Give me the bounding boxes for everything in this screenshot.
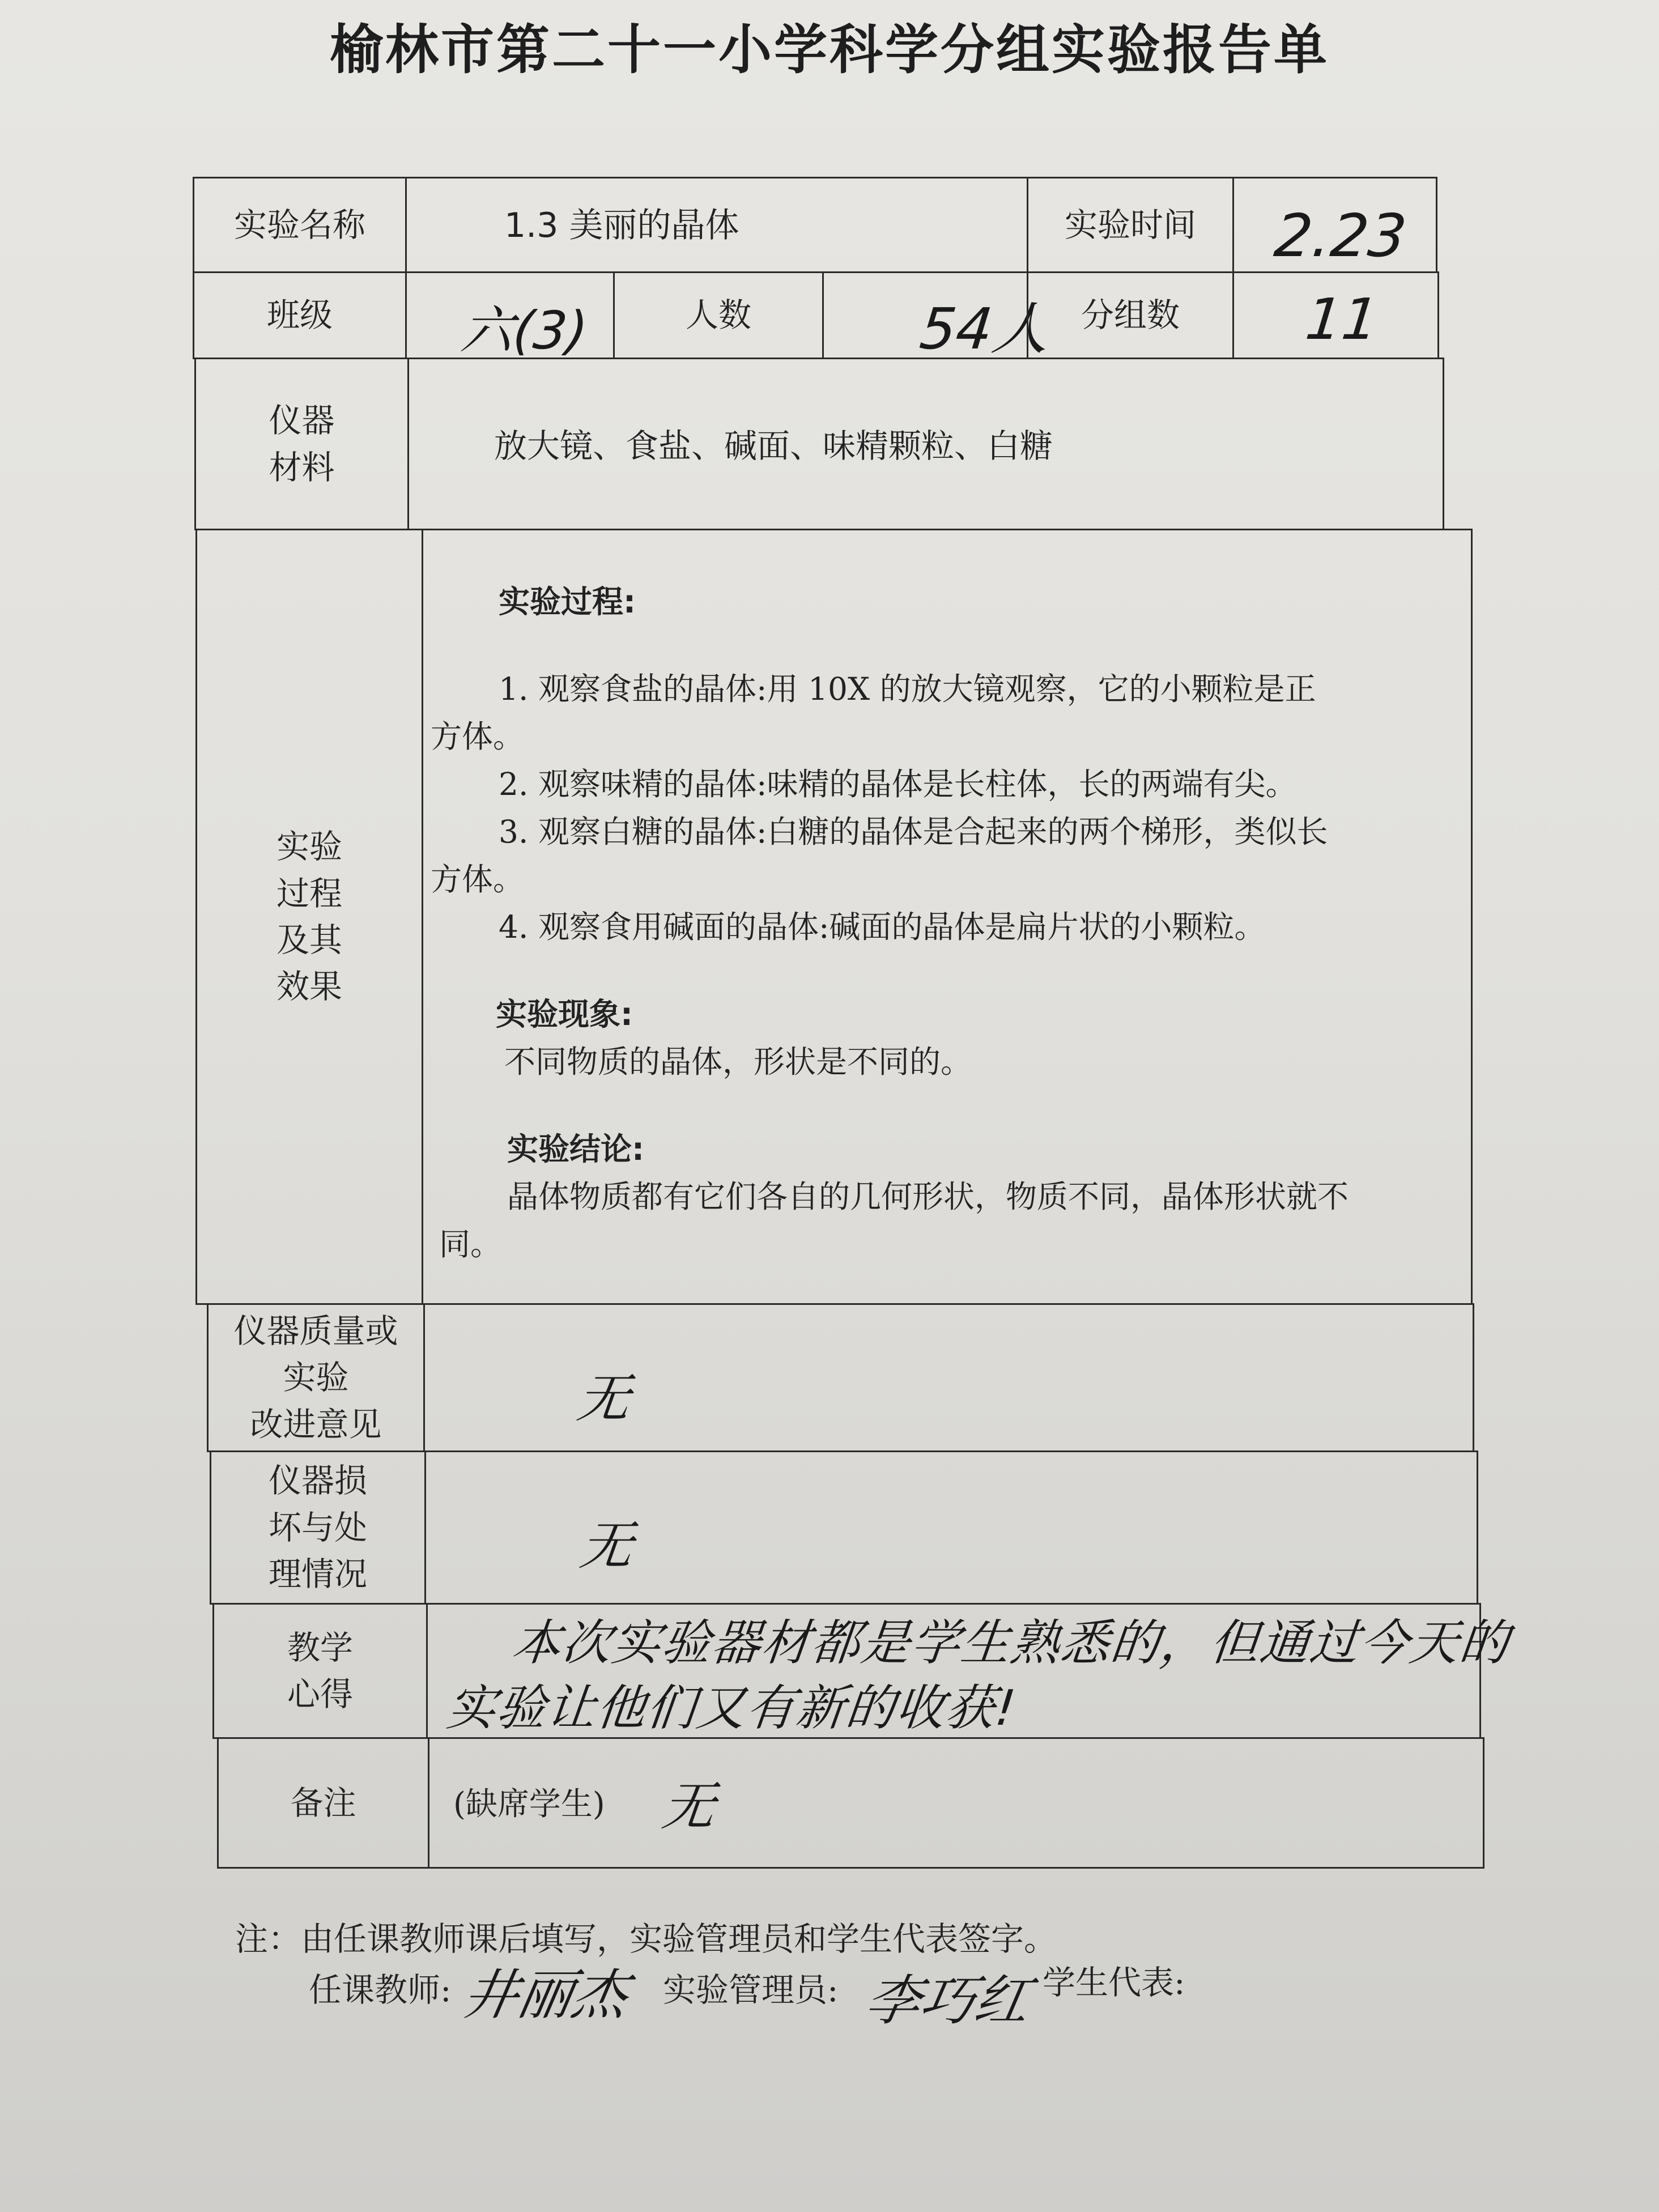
name-label: 实验名称 xyxy=(233,205,365,244)
phenomenon-text: 不同物质的晶体，形状是不同的。 xyxy=(504,1044,972,1080)
materials-label xyxy=(194,358,409,530)
teacher-label: 任课教师: xyxy=(309,1971,452,2009)
quality-label-line1: 仪器质量或 xyxy=(233,1311,398,1350)
step3-b: 方体。 xyxy=(431,861,525,897)
materials-value: 放大镜、食盐、碱面、味精颗粒、白糖 xyxy=(494,427,1053,465)
reflection-label-line2: 心得 xyxy=(287,1675,353,1713)
step4: 4. 观察食用碱面的晶体:碱面的晶体是扁片状的小颗粒。 xyxy=(499,909,1266,945)
remarks-label: 备注 xyxy=(290,1783,356,1822)
remarks-prefix: (缺席学生) xyxy=(453,1786,605,1823)
groups-label: 分组数 xyxy=(1081,296,1180,335)
damage-label-line1: 仪器损 xyxy=(268,1461,367,1500)
materials-label-line1: 仪器 xyxy=(269,401,335,440)
reflection-line2: 实验让他们又有新的收获! xyxy=(444,1680,1019,1737)
count-value: 54人 xyxy=(916,296,1053,362)
damage-label-line2: 坏与处 xyxy=(268,1508,367,1547)
class-value: 六(3) xyxy=(458,300,591,361)
damage-value: 无 xyxy=(577,1516,636,1576)
step3-a: 3. 观察白糖的晶体:白糖的晶体是合起来的两个梯形，类似长 xyxy=(499,814,1328,850)
phenomenon-heading: 实验现象: xyxy=(496,996,633,1032)
remarks-value: 无 xyxy=(659,1776,718,1837)
page-title: 榆林市第二十一小学科学分组实验报告单 xyxy=(329,19,1329,81)
conclusion-a: 晶体物质都有它们各自的几何形状，物质不同，晶体形状就不 xyxy=(507,1179,1349,1215)
step2: 2. 观察味精的晶体:味精的晶体是长柱体，长的两端有尖。 xyxy=(499,766,1297,802)
conclusion-heading: 实验结论: xyxy=(507,1131,644,1167)
name-value: 1.3 美丽的晶体 xyxy=(504,206,739,245)
admin-label: 实验管理员: xyxy=(663,1971,839,2009)
process-label xyxy=(195,529,423,1305)
process-label-line2: 过程 xyxy=(276,874,342,913)
materials-label-line2: 材料 xyxy=(269,448,335,487)
footer-note: 注：由任课教师课后填写，实验管理员和学生代表签字。 xyxy=(235,1920,1057,1958)
reflection-line1: 本次实验器材都是学生熟悉的，但通过今天的 xyxy=(509,1615,1513,1671)
process-label-line3: 及其 xyxy=(276,921,342,959)
class-label: 班级 xyxy=(266,296,333,335)
process-label-line1: 实验 xyxy=(276,827,342,866)
quality-label xyxy=(207,1303,425,1452)
reflection-label-line1: 教学 xyxy=(287,1628,353,1667)
process-label-line4: 效果 xyxy=(276,967,342,1006)
time-value: 2.23 xyxy=(1271,201,1410,270)
quality-label-line2: 实验 xyxy=(283,1358,349,1397)
time-label: 实验时间 xyxy=(1064,205,1196,244)
reflection-label xyxy=(212,1603,428,1739)
step1-a: 1. 观察食盐的晶体:用 10X 的放大镜观察，它的小颗粒是正 xyxy=(499,671,1316,707)
student-label: 学生代表: xyxy=(1043,1963,1185,2002)
process-heading: 实验过程: xyxy=(499,584,636,620)
damage-label xyxy=(210,1450,426,1605)
admin-signature: 李巧红 xyxy=(860,1969,1035,2032)
groups-value: 11 xyxy=(1302,286,1382,352)
count-label: 人数 xyxy=(685,296,751,335)
quality-label-line3: 改进意见 xyxy=(250,1405,382,1444)
teacher-signature: 井丽杰 xyxy=(458,1963,633,2027)
conclusion-b: 同。 xyxy=(439,1226,502,1262)
step1-b: 方体。 xyxy=(431,718,525,755)
quality-value: 无 xyxy=(574,1368,633,1429)
process-text xyxy=(431,578,1450,1268)
damage-label-line3: 理情况 xyxy=(268,1555,367,1594)
